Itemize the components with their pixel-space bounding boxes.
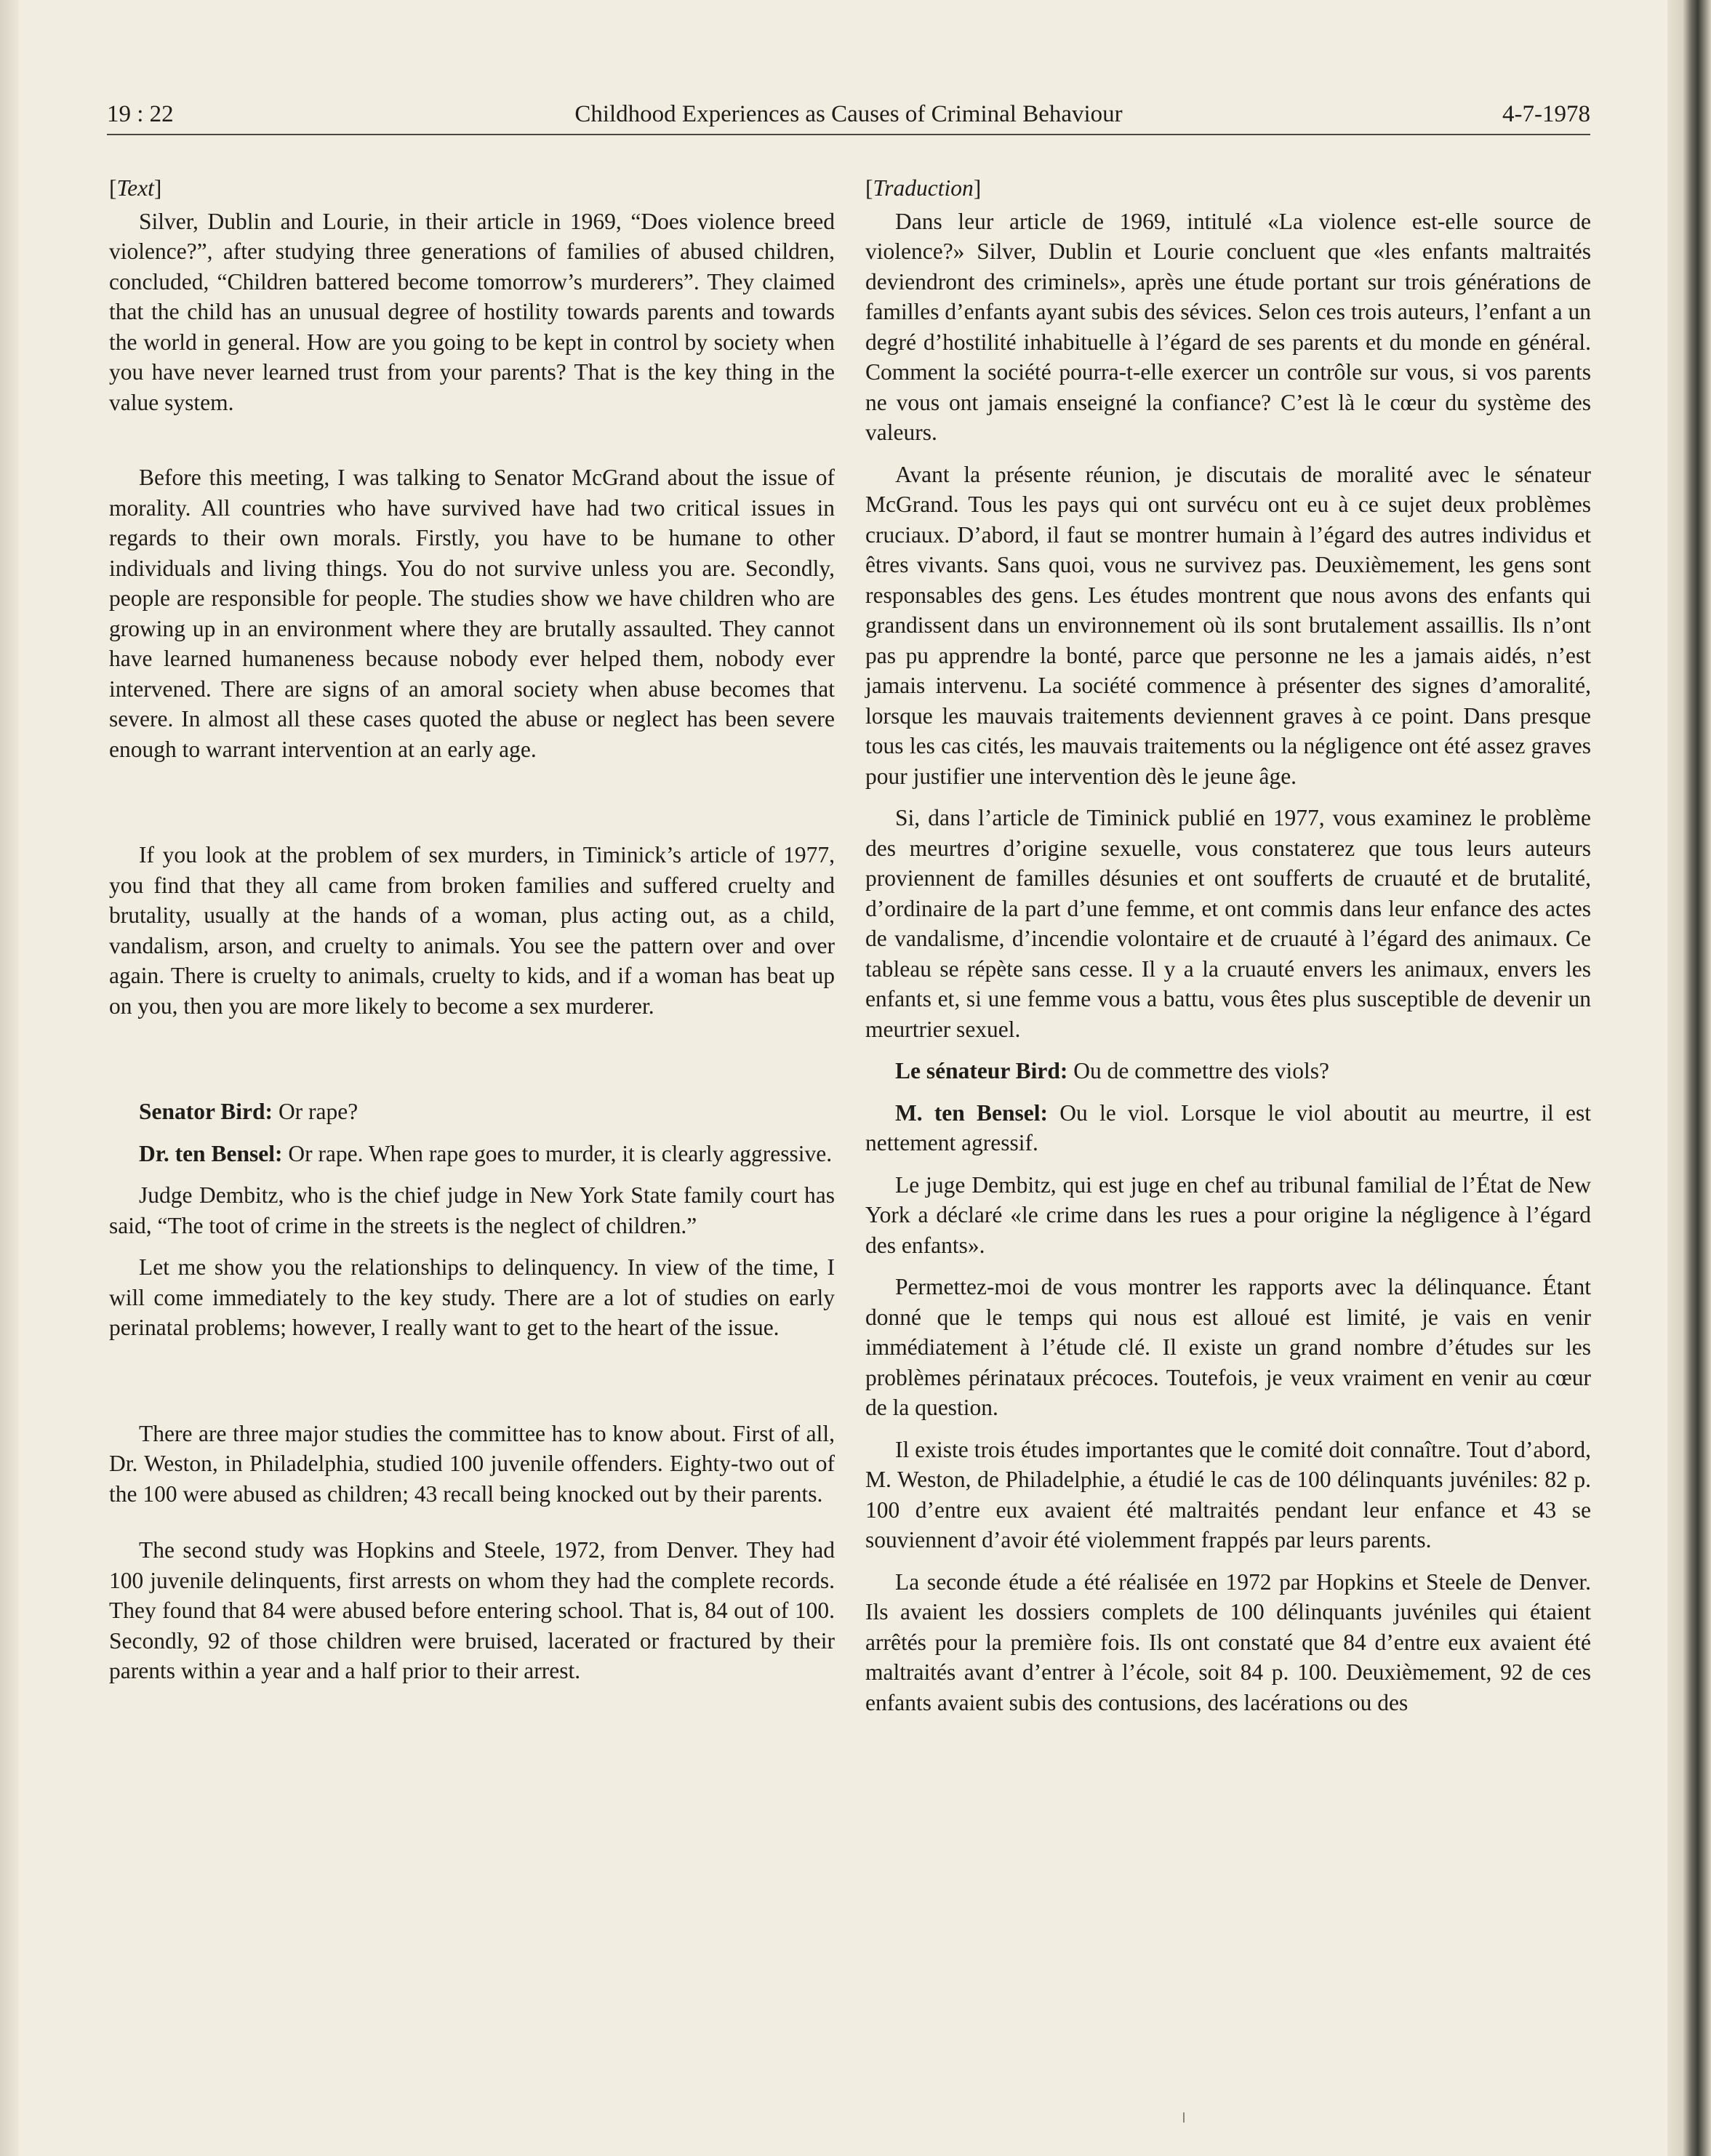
page-edge-shadow bbox=[0, 0, 19, 2156]
paragraph: There are three major studies the committee has to know about. First of all, Dr. Weston, in Philadelphia, studied 100 juvenile offenders. Eighty-two out of the 100 were abused as children; 43 recall being knocked out by their parents. bbox=[109, 1420, 835, 1507]
paragraph: The second study was Hopkins and Steele, 1972, from Denver. They had 100 juvenile delinquents, first arrests on whom they had the complete records. They found that 84 were abused before entering school. That is, 84 out of 100. Secondly, 92 of those children were bruised, lacerated or fractured by their parents within a year and a half prior to their arrest. bbox=[109, 1537, 835, 1683]
speaker-name: Dr. ten Bensel: bbox=[139, 1140, 283, 1166]
speaker-turn bbox=[109, 1097, 835, 1127]
paragraph: Silver, Dublin and Lourie, in their article in 1969, “Does violence breed violence?”, after studying three generations of families of abused children, concluded, “Children battered become tomorrow’s murderers”. They claimed that the child has an unusual degree of hostility towards parents and towards the world in general. How are you going to be kept in control by society when you have never learned trust from your parents? That is the key thing in the value system. bbox=[109, 208, 835, 415]
page-date: 4-7-1978 bbox=[1502, 101, 1590, 127]
speaker-turn bbox=[865, 1056, 1591, 1086]
running-head bbox=[107, 97, 1590, 131]
print-speck bbox=[1183, 2112, 1185, 2123]
paragraph: Avant la présente réunion, je discutais de moralité avec le sénateur McGrand. Tous les pays qui ont survécu ont eu à ce sujet deux problèmes cruciaux. D’abord, il faut se montrer humain à l’égard des autres individus et êtres vivants. Sans quoi, vous ne survivez pas. Deuxièmement, les gens sont responsables des gens. Les études montrent que nous avons des enfants qui grandissent dans un environnement où ils sont brutalement assaillis. Ils n’ont pas pu apprendre la bonté, parce que personne ne les a jamais aidés, n’est jamais intervenu. La société commence à présenter des signes d’amoralité, lorsque les mauvais traitements deviennent graves à ce point. Dans presque tous les cas cités, les mauvais traitements ou la négligence ont été assez graves pour justifier une intervention dès le jeune âge. bbox=[865, 461, 1591, 789]
speaker-name: Le sénateur Bird: bbox=[895, 1058, 1068, 1083]
paragraph: Dans leur article de 1969, intitulé «La violence est-elle source de violence?» Silver, Dublin et Lourie concluent que «les enfants maltraités deviendront des criminels», après une étude portant sur trois générations de familles d’enfants ayant subis des sévices. Selon ces trois auteurs, l’enfant a un degré d’hostilité inhabituelle à l’égard de ses parents et du monde en général. Comment la société pourra-t-elle exercer un contrôle sur vous, si vos parents ne vous ont jamais enseigné la confiance? C’est là le cœur du système des valeurs. bbox=[865, 208, 1591, 445]
binding-shadow bbox=[1667, 0, 1711, 2156]
paragraph: Le juge Dembitz, qui est juge en chef au tribunal familial de l’État de New York a déclaré «le crime dans les rues a pour origine la négligence à l’égard des enfants». bbox=[865, 1171, 1591, 1258]
column-label: [Text] bbox=[109, 175, 162, 201]
paragraph: Let me show you the relationships to delinquency. In view of the time, I will come immediately to the key study. There are a lot of studies on early perinatal problems; however, I really want to get to the heart of the issue. bbox=[109, 1254, 835, 1340]
column-label-text: Traduction bbox=[873, 175, 974, 201]
header-rule bbox=[107, 134, 1590, 135]
speaker-turn bbox=[865, 1098, 1591, 1158]
speaker-name: Senator Bird: bbox=[139, 1099, 273, 1124]
paragraph: Si, dans l’article de Timinick publié en 1977, vous examinez le problème des meurtres d’origine sexuelle, vous constaterez que tous leurs auteurs proviennent de familles désunies et ont soufferts de cruauté et de brutalité, d’ordinaire de la part d’une femme, et ont commis dans leur enfance des actes de vandalisme, d’incendie volontaire et de cruauté à l’égard des animaux. Ce tableau se répète sans cesse. Il y a la cruauté envers les animaux, envers les enfants et, si une femme vous a battu, vous êtes plus susceptible de devenir un meurtrier sexuel. bbox=[865, 805, 1591, 1042]
speaker-name: M. ten Bensel: bbox=[895, 1099, 1049, 1126]
column-label-text: Text bbox=[116, 175, 154, 201]
speaker-text: Or rape? bbox=[278, 1099, 358, 1124]
paragraph: Before this meeting, I was talking to Senator McGrand about the issue of morality. All countries who have survived have had two critical issues in regards to their own morals. Firstly, you have to be humane to other individuals and living things. You do not survive unless you are. Secondly, people are responsible for people. The studies show we have children who are growing up in an environment where they are brutally assaulted. They cannot have learned humaneness because nobody ever helped them, nobody ever intervened. There are signs of an amoral society when abuse becomes that severe. In almost all these cases quoted the abuse or neglect has been severe enough to warrant intervention at an early age. bbox=[109, 465, 835, 762]
page-number: 19 : 22 bbox=[107, 101, 174, 127]
paragraph: Permettez-moi de vous montrer les rapports avec la délinquance. Étant donné que le temps qui nous est alloué est limité, je vais en venir immédiatement à l’étude clé. Il existe un grand nombre d’études sur les problèmes périnataux précoces. Toutefois, je veux vraiment en venir au cœur de la question. bbox=[865, 1274, 1591, 1420]
paragraph: If you look at the problem of sex murders, in Timinick’s article of 1977, you find that they all came from broken families and suffered cruelty and brutality, usually at the hands of a woman, plus acting out, as a child, vandalism, arson, and cruelty to animals. You see the pattern over and over again. There is cruelty to animals, cruelty to kids, and if a woman has beat up on you, then you are more likely to become a sex murderer. bbox=[109, 842, 835, 1019]
french-column bbox=[865, 173, 1591, 1718]
paragraph: Il existe trois études importantes que le comité doit connaître. Tout d’abord, M. Weston, de Philadelphie, a étudié le cas de 100 délinquants juvéniles: 82 p. 100 d’entre eux avaient été maltraités pendant leur enfance et 43 se souviennent d’avoir été violemment frappés par leurs parents. bbox=[865, 1436, 1591, 1552]
paragraph: La seconde étude a été réalisée en 1972 par Hopkins et Steele de Denver. Ils avaient les dossiers complets de 100 délinquants juvéniles qui étaient arrêtés pour la première fois. Ils ont constaté que 84 d’entre eux avaient été maltraités avant d’entrer à l’école, soit 84 p. 100. Deuxièmement, 92 de ces enfants avaient subis des contusions, des lacérations ou des bbox=[865, 1568, 1591, 1715]
column-label: [Traduction] bbox=[865, 175, 982, 201]
page-title: Childhood Experiences as Causes of Criminal Behaviour bbox=[574, 101, 1123, 127]
speaker-turn bbox=[109, 1139, 835, 1169]
english-column bbox=[109, 173, 835, 1686]
paragraph: Judge Dembitz, who is the chief judge in New York State family court has said, “The toot of crime in the streets is the neglect of children.” bbox=[109, 1182, 835, 1238]
speaker-text: Or rape. When rape goes to murder, it is clearly aggressive. bbox=[288, 1140, 833, 1166]
speaker-text: Ou le viol. Lorsque le viol aboutit au meurtre, il est nettement agressif. bbox=[865, 1099, 1592, 1155]
speaker-text: Ou de commettre des viols? bbox=[1073, 1058, 1329, 1083]
